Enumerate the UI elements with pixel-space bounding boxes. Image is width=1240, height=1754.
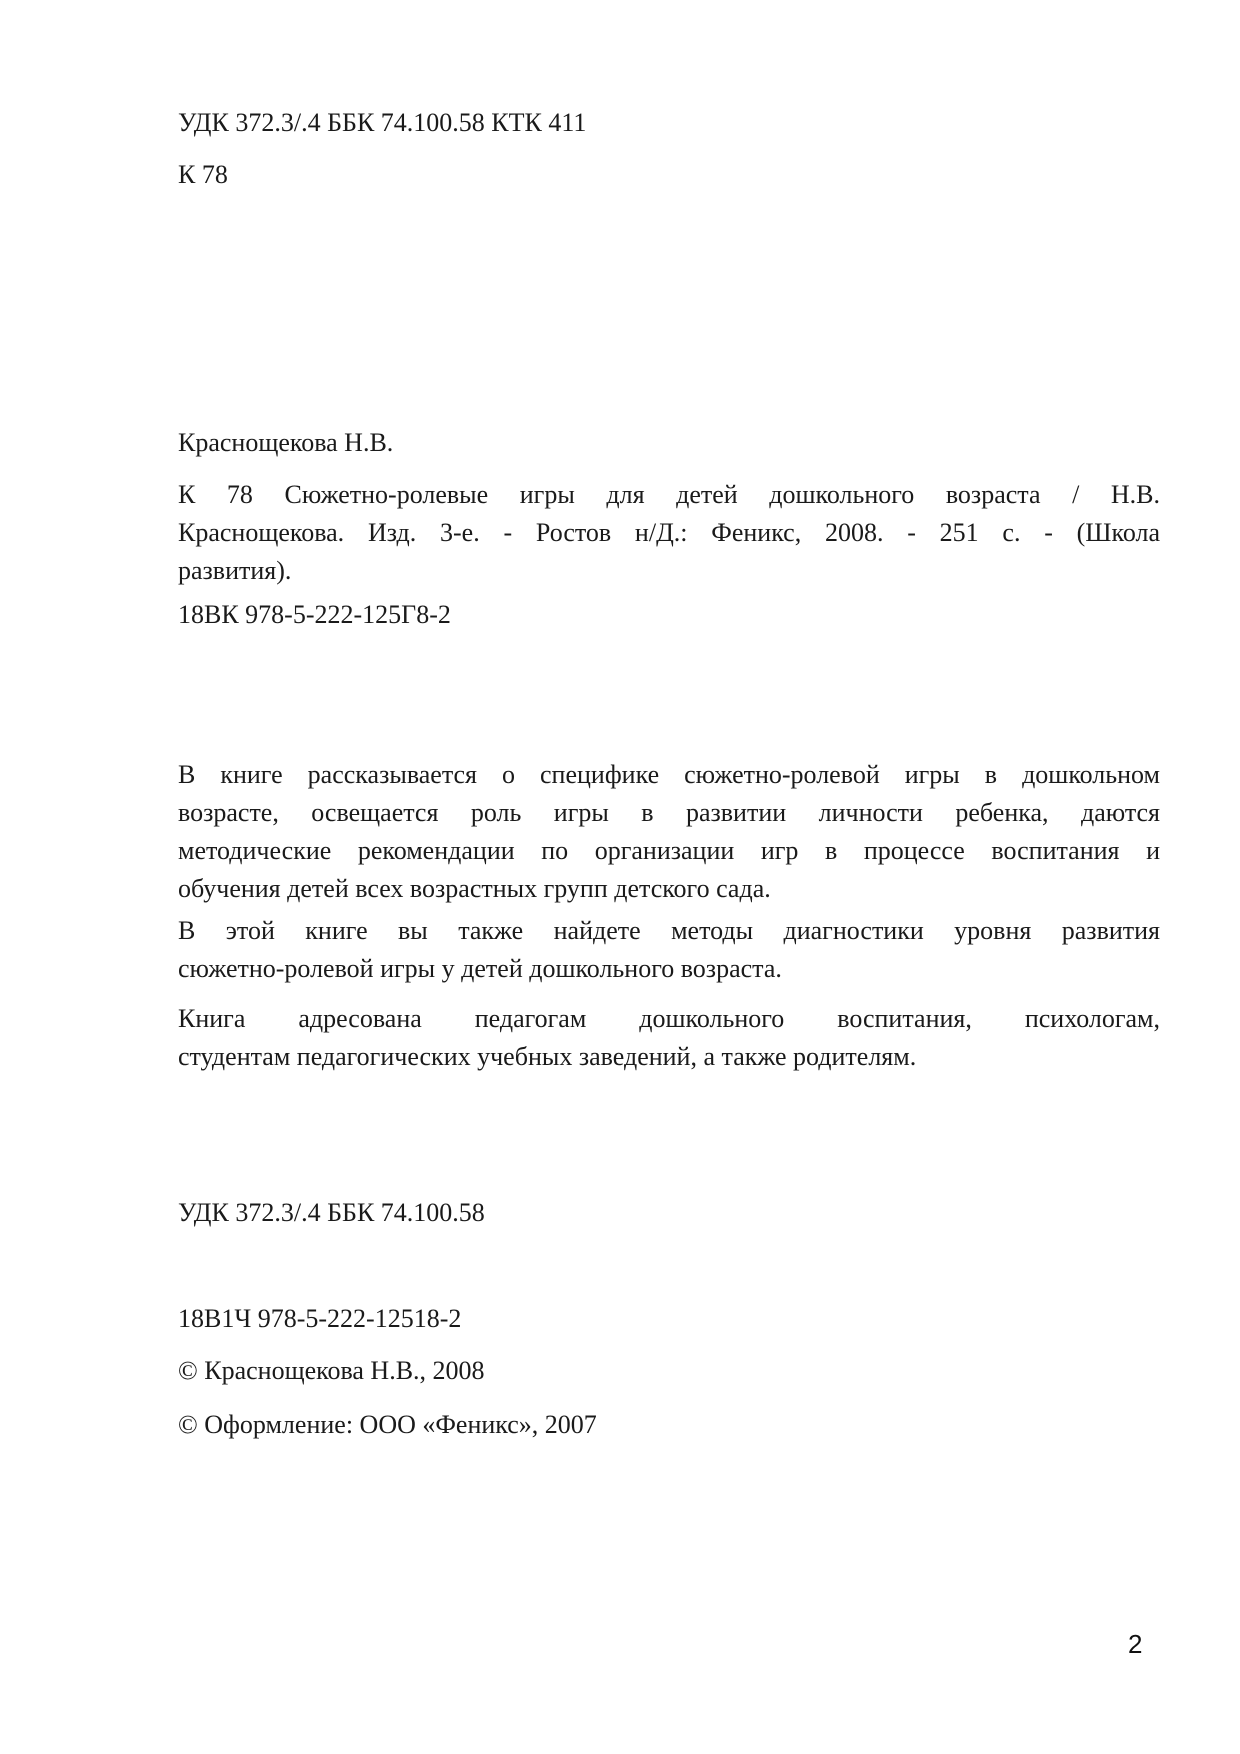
bibliographic-line: Краснощекова. Изд. 3-е. - Ростов н/Д.: Феникс, 2008. - 251 с. - (Школа: [178, 518, 1160, 547]
bibliographic-description: [178, 476, 1160, 590]
bibliographic-line: К 78 Сюжетно-ролевые игры для детей дошкольного возраста / Н.В.: [178, 480, 1160, 509]
udk-bbk-header: УДК 372.3/.4 ББК 74.100.58 КТК 411: [178, 108, 587, 137]
annotation-paragraph-1: [178, 756, 1160, 908]
annotation-line: В книге рассказывается о специфике сюжетно-ролевой игры в дошкольном: [178, 760, 1160, 789]
annotation-line: В этой книге вы также найдете методы диагностики уровня развития: [178, 916, 1160, 945]
annotation-line: студентам педагогических учебных заведений, а также родителям.: [178, 1042, 917, 1071]
bibliographic-line: развития).: [178, 556, 292, 585]
annotation-paragraph-3: [178, 1000, 1160, 1076]
author-name: Краснощекова Н.В.: [178, 428, 394, 457]
annotation-line: возрасте, освещается роль игры в развитии личности ребенка, даются: [178, 798, 1160, 827]
annotation-line: Книга адресована педагогам дошкольного воспитания, психологам,: [178, 1004, 1160, 1033]
isbn-top: 18ВК 978-5-222-125Г8-2: [178, 600, 451, 629]
annotation-line: сюжетно-ролевой игры у детей дошкольного возраста.: [178, 954, 782, 983]
annotation-line: методические рекомендации по организации игр в процессе воспитания и: [178, 836, 1160, 865]
author-mark: К 78: [178, 160, 228, 189]
copyright-design: © Оформление: ООО «Феникс», 2007: [178, 1410, 597, 1439]
copyright-author: © Краснощекова Н.В., 2008: [178, 1356, 485, 1385]
annotation-paragraph-2: [178, 912, 1160, 988]
annotation-line: обучения детей всех возрастных групп детского сада.: [178, 874, 771, 903]
page-number: 2: [1128, 1629, 1143, 1659]
isbn-bottom: 18В1Ч 978-5-222-12518-2: [178, 1304, 462, 1333]
udk-bbk-footer: УДК 372.3/.4 ББК 74.100.58: [178, 1198, 485, 1227]
